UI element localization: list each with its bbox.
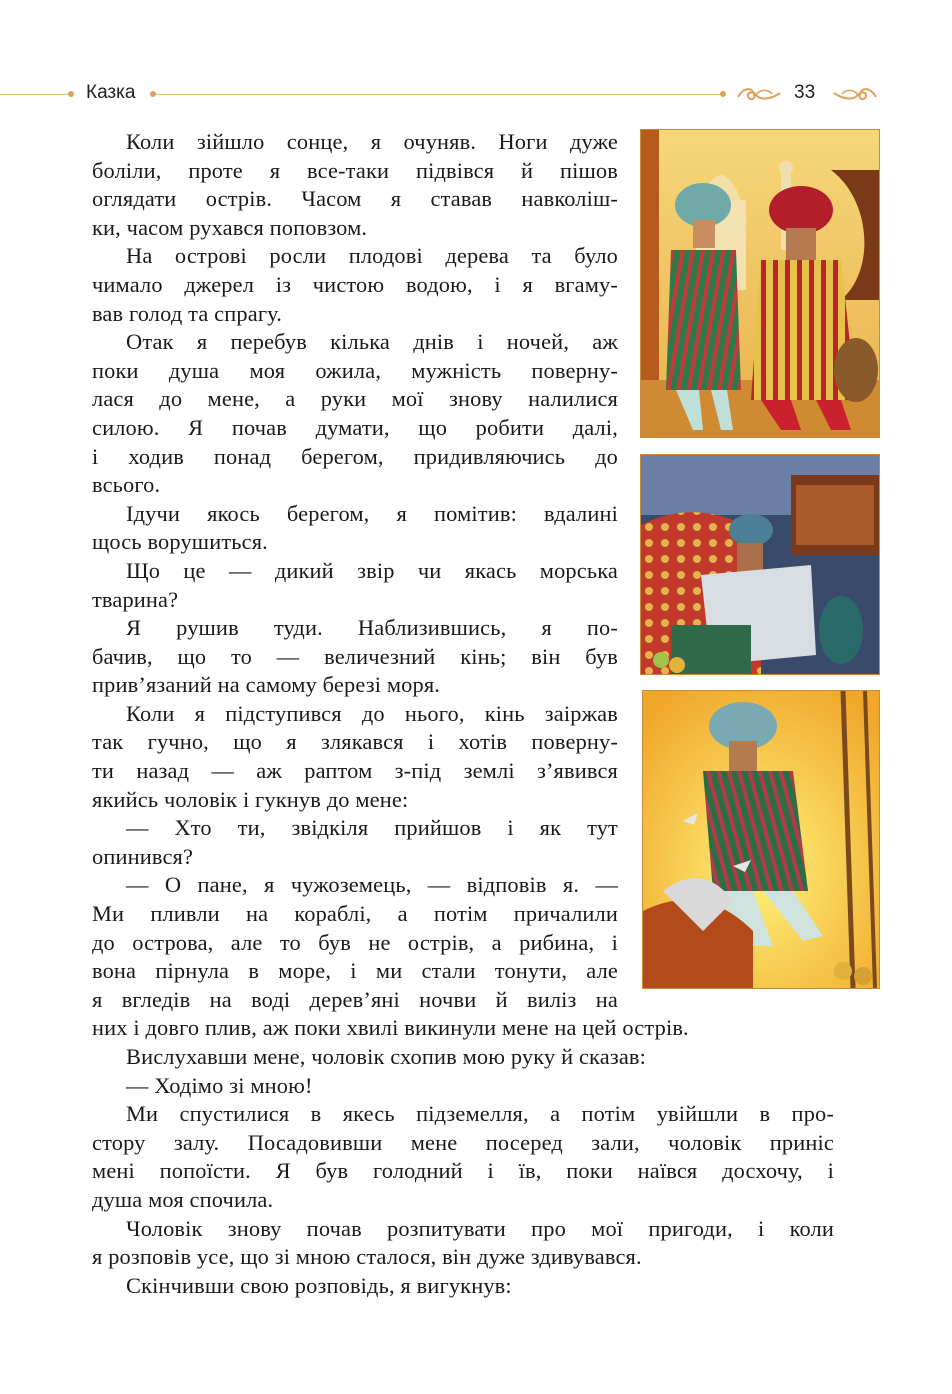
text-line: силою. Я почав думати, що робити далі,: [92, 414, 618, 440]
text-line: щось ворушиться.: [92, 529, 268, 555]
header-rule: [156, 94, 722, 95]
text-line: я вгледів на воді дерев’яні ночви й виліз на: [92, 986, 618, 1012]
header-rule-left: [0, 94, 68, 95]
text-line: Чоловік знову почав розпитувати про мої пригоди, і коли: [126, 1215, 834, 1241]
text-line: — Хто ти, звідкіля прийшов і як тут: [126, 815, 618, 841]
text-line: На острові росли плодові дерева та було: [126, 243, 618, 269]
text-line: якийсь чоловік і гукнув до мене:: [92, 786, 409, 812]
text-line: чимало джерел із чистою водою, і я вгаму-: [92, 271, 618, 297]
text-line: і ходив понад берегом, придивляючись до: [92, 443, 618, 469]
page-header: [0, 78, 952, 112]
text-line: Ми спустилися в якесь підземелля, а потім увійшли в про-: [126, 1101, 834, 1127]
text-line: душа моя спочила.: [92, 1186, 274, 1212]
text-line: Ми пливли на кораблі, а потім причалили: [92, 901, 618, 927]
text-line: вав голод та спрагу.: [92, 300, 283, 326]
header-dot-right: [720, 91, 726, 97]
illustration-merchant-and-captain: [640, 129, 880, 438]
text-line: всього.: [92, 472, 161, 498]
text-line: ти назад — аж раптом з-під землі з’явився: [92, 758, 618, 784]
text-line: Ідучи якось берегом, я помітив: вдалині: [126, 500, 618, 526]
illustration-man-on-ship: [642, 690, 880, 989]
text-line: стору залу. Посадовивши мене посеред зали, чоловік приніс: [92, 1129, 834, 1155]
header-dot-left: [68, 91, 74, 97]
text-line: Скінчивши свою розповідь, я вигукнув:: [126, 1272, 512, 1298]
text-line: вона пірнула в море, і ми стали тонути, але: [92, 958, 618, 984]
text-line: я розповів усе, що зі мною сталося, він дуже здивувався.: [92, 1244, 642, 1270]
text-line: Коли зійшло сонце, я очуняв. Ноги дуже: [126, 129, 618, 154]
ornament-left-icon: [736, 83, 782, 105]
text-line: мені попоїсти. Я був голодний і їв, поки наївся досхочу, і: [92, 1158, 834, 1184]
text-line: Вислухавши мене, чоловік схопив мою руку й сказав:: [126, 1044, 647, 1069]
text-line: опинився?: [92, 843, 194, 869]
text-line: прив’язаний на самому березі моря.: [92, 672, 441, 698]
text-line: лася до мене, а руки мої знову налилися: [92, 386, 618, 412]
text-line: них і довго плив, аж поки хвилі викинули мене на цей острів.: [92, 1015, 689, 1041]
section-title: Казка: [86, 82, 136, 103]
text-line: Коли я підступився до нього, кінь заіржав: [126, 700, 618, 726]
text-line: — О пане, я чужоземець, — відповів я. —: [126, 872, 618, 898]
page-number: 33: [794, 82, 816, 103]
text-line: боліли, проте я все-таки підвівся й пішов: [92, 157, 618, 183]
text-line: так гучно, що я злякався і хотів поверну-: [92, 729, 618, 755]
text-line: ки, часом рухався поповзом.: [92, 214, 368, 240]
text-line: до острова, але то був не острів, а рибина, і: [92, 929, 618, 955]
text-line: тварина?: [92, 586, 179, 612]
text-line: — Ходімо зі мною!: [126, 1072, 313, 1098]
ornament-right-icon: [832, 83, 878, 105]
text-line: поки душа моя ожила, мужність поверну-: [92, 357, 618, 383]
text-line: бачив, що то — величезний кінь; він був: [92, 643, 618, 669]
text-line: оглядати острів. Часом я ставав навколіш-: [92, 186, 618, 212]
illustration-man-with-chest: [640, 454, 880, 675]
text-line: Я рушив туди. Наблизившись, я по-: [126, 615, 618, 641]
text-line: Що це — дикий звір чи якась морська: [126, 557, 618, 583]
text-line: Отак я перебув кілька днів і ночей, аж: [126, 329, 618, 355]
